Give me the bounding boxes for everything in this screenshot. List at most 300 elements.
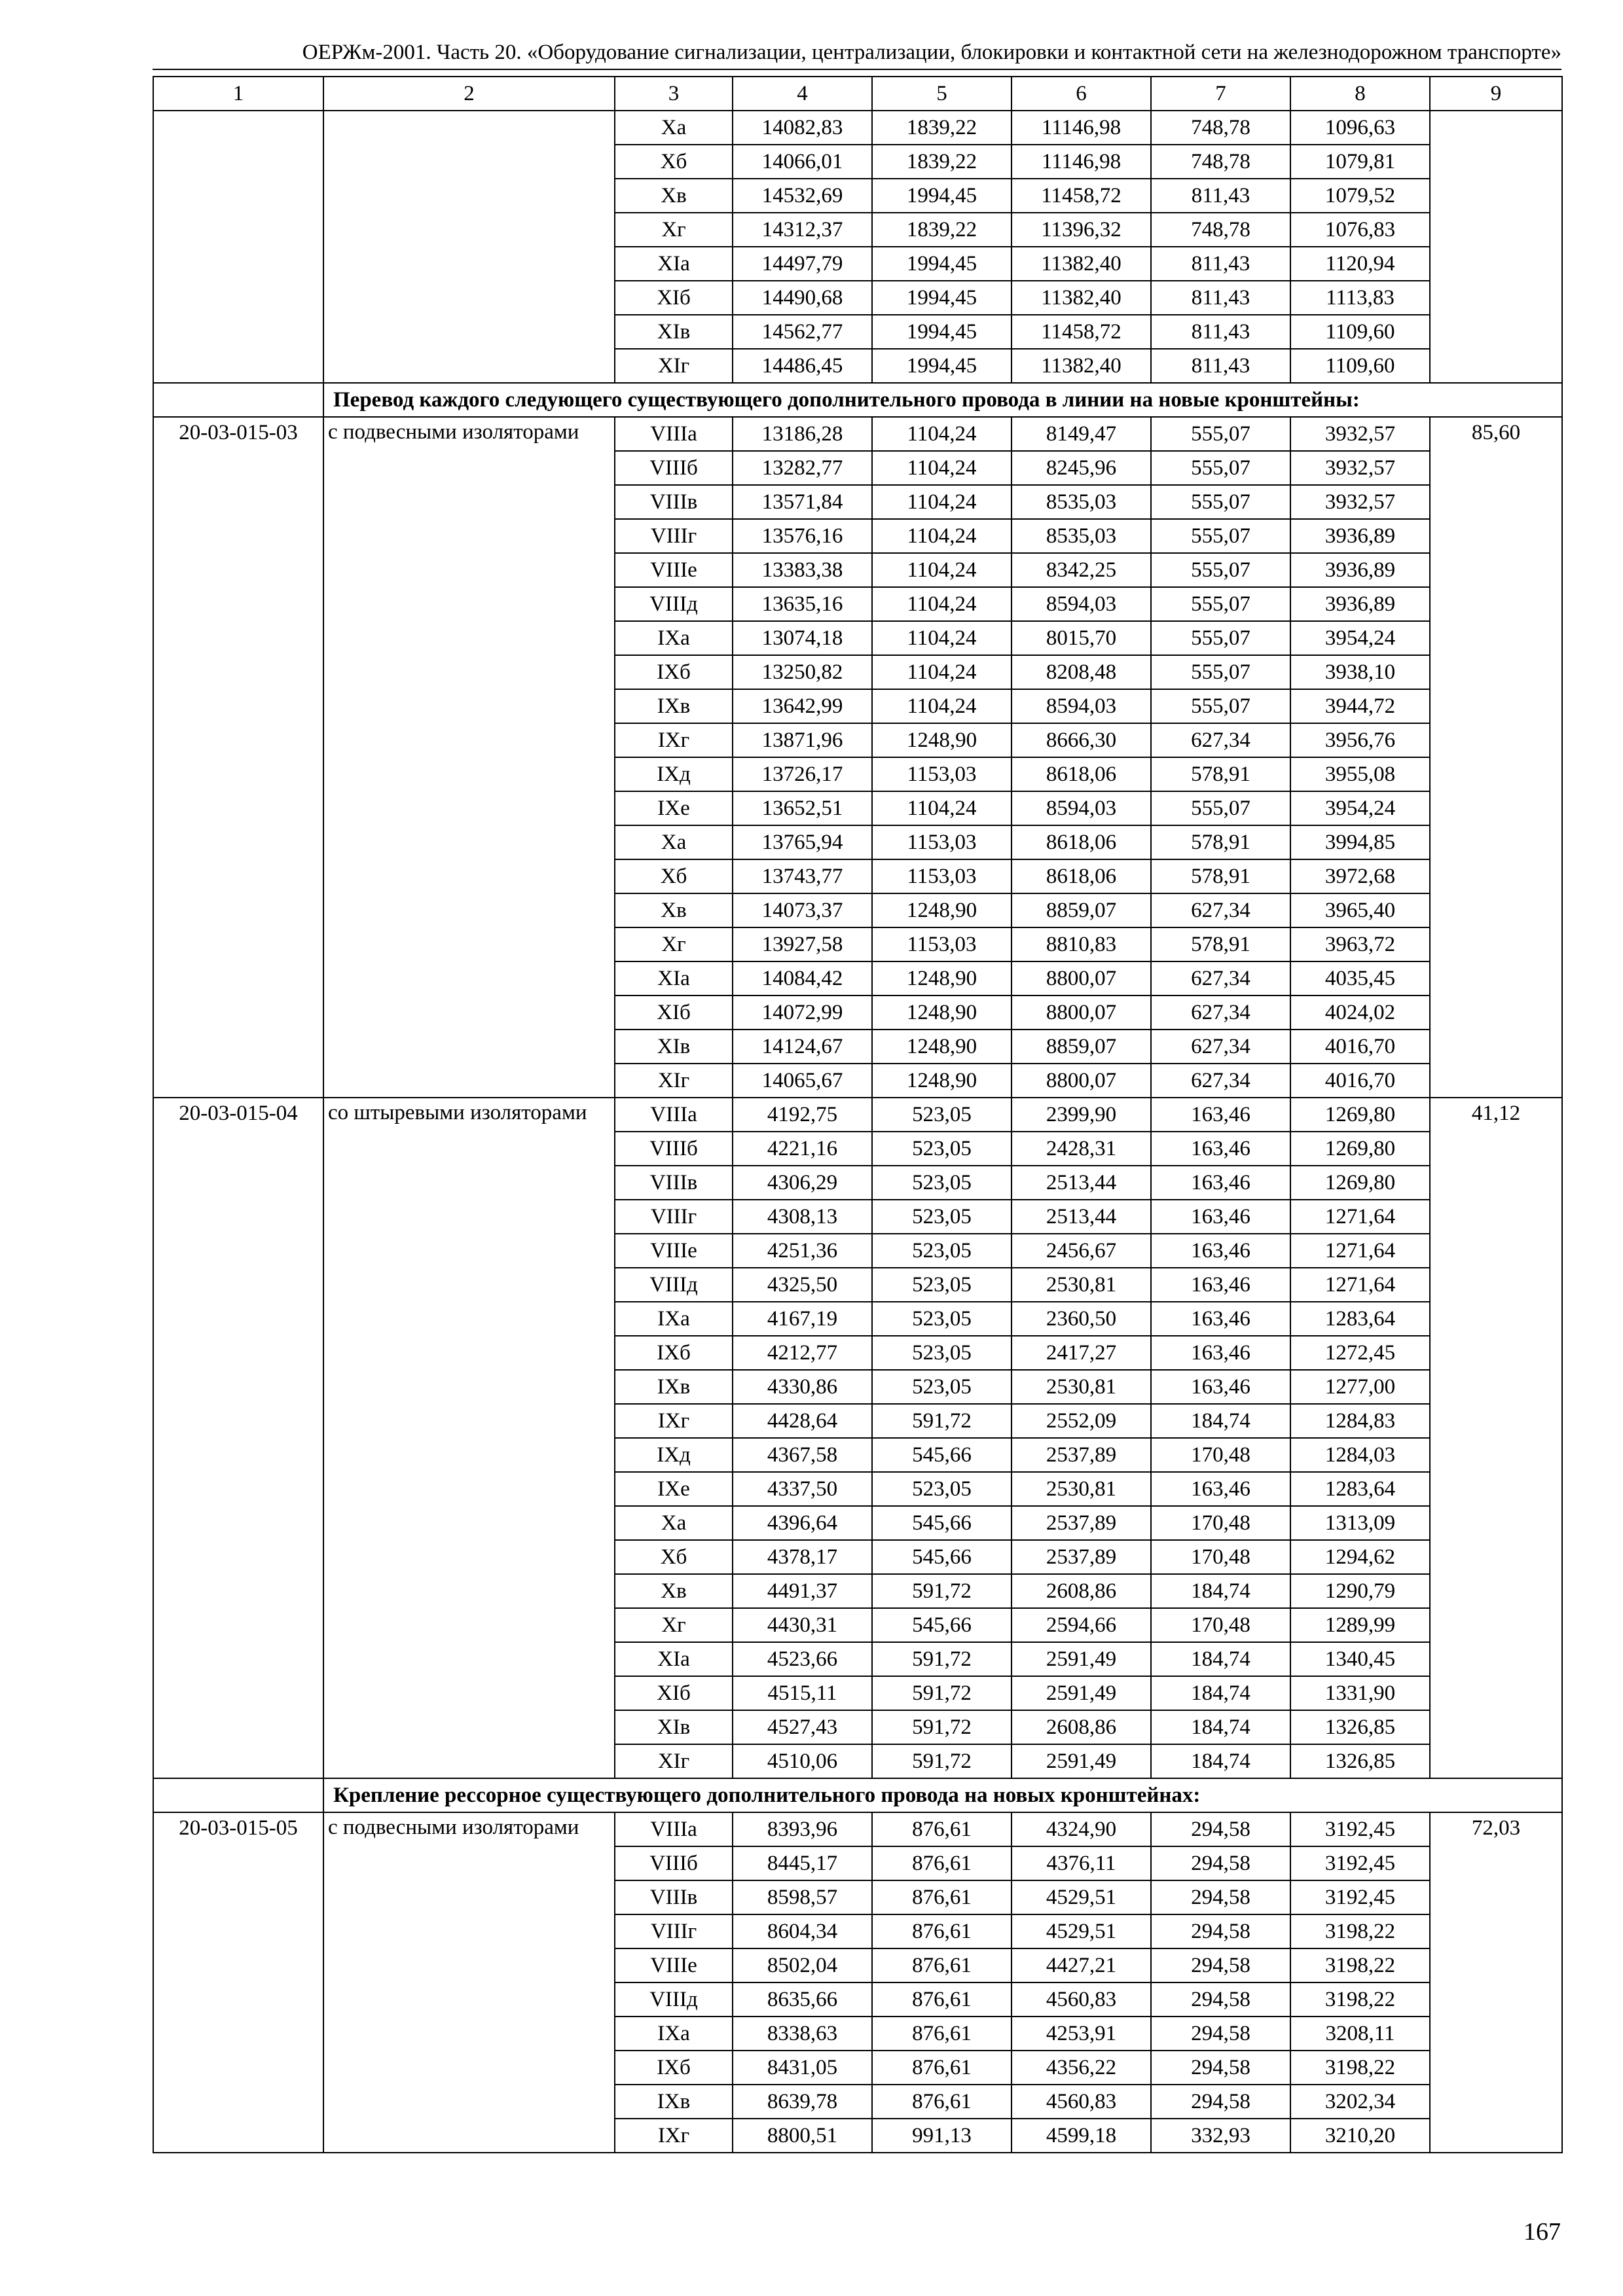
value-cell: 3955,08 <box>1290 757 1430 791</box>
value-cell: 1283,64 <box>1290 1472 1430 1506</box>
value-cell: 184,74 <box>1151 1710 1290 1744</box>
value-cell: 523,05 <box>872 1472 1012 1506</box>
value-cell: 14497,79 <box>733 247 872 281</box>
value-cell: 591,72 <box>872 1744 1012 1778</box>
value-cell: 4330,86 <box>733 1370 872 1404</box>
zone-cell: VIIIд <box>615 1268 733 1302</box>
value-cell: 591,72 <box>872 1676 1012 1710</box>
zone-cell: VIIIа <box>615 417 733 451</box>
value-cell: 4024,02 <box>1290 996 1430 1030</box>
value-cell: 3932,57 <box>1290 451 1430 485</box>
value-cell: 2417,27 <box>1012 1336 1151 1370</box>
value-cell: 13726,17 <box>733 757 872 791</box>
zone-cell: XIв <box>615 1710 733 1744</box>
value-cell: 876,61 <box>872 1880 1012 1914</box>
value-cell: 13743,77 <box>733 859 872 893</box>
value-cell: 2591,49 <box>1012 1744 1151 1778</box>
value-cell: 1104,24 <box>872 553 1012 587</box>
value-cell: 8245,96 <box>1012 451 1151 485</box>
table-row <box>153 1098 1562 1132</box>
value-cell: 3192,45 <box>1290 1846 1430 1880</box>
value-cell: 4560,83 <box>1012 1982 1151 2017</box>
value-cell: 1113,83 <box>1290 281 1430 315</box>
value-cell: 4251,36 <box>733 1234 872 1268</box>
zone-cell: Xв <box>615 893 733 927</box>
value-cell: 3954,24 <box>1290 621 1430 655</box>
value-cell: 8015,70 <box>1012 621 1151 655</box>
value-cell: 8859,07 <box>1012 893 1151 927</box>
value-cell: 3938,10 <box>1290 655 1430 689</box>
value-cell: 11382,40 <box>1012 247 1151 281</box>
value-cell: 3956,76 <box>1290 723 1430 757</box>
value-cell: 294,58 <box>1151 2051 1290 2085</box>
value-cell: 4212,77 <box>733 1336 872 1370</box>
zone-cell: XIг <box>615 1064 733 1098</box>
value-cell: 545,66 <box>872 1438 1012 1472</box>
value-cell: 4376,11 <box>1012 1846 1151 1880</box>
value-cell: 163,46 <box>1151 1200 1290 1234</box>
value-cell: 294,58 <box>1151 1914 1290 1948</box>
value-cell: 4430,31 <box>733 1608 872 1642</box>
zone-cell: VIIIа <box>615 1812 733 1846</box>
value-cell: 4324,90 <box>1012 1812 1151 1846</box>
value-cell: 2537,89 <box>1012 1506 1151 1540</box>
value-cell: 13282,77 <box>733 451 872 485</box>
zone-cell: VIIIд <box>615 587 733 621</box>
value-cell: 4325,50 <box>733 1268 872 1302</box>
value-cell: 811,43 <box>1151 247 1290 281</box>
value-cell: 14073,37 <box>733 893 872 927</box>
value-cell: 8604,34 <box>733 1914 872 1948</box>
value-cell: 1248,90 <box>872 1064 1012 1098</box>
item-code <box>153 111 323 383</box>
value-cell: 2537,89 <box>1012 1540 1151 1574</box>
value-cell: 876,61 <box>872 1846 1012 1880</box>
value-cell: 163,46 <box>1151 1268 1290 1302</box>
value-cell: 1839,22 <box>872 213 1012 247</box>
value-cell: 1096,63 <box>1290 111 1430 145</box>
value-cell: 1283,64 <box>1290 1302 1430 1336</box>
column-number: 5 <box>872 77 1012 111</box>
value-cell: 184,74 <box>1151 1404 1290 1438</box>
value-cell: 11458,72 <box>1012 315 1151 349</box>
value-cell: 14065,67 <box>733 1064 872 1098</box>
column-number-row <box>153 77 1562 111</box>
zone-cell: IXв <box>615 1370 733 1404</box>
value-cell: 2591,49 <box>1012 1642 1151 1676</box>
labor-norm-cell: 85,60 <box>1430 417 1562 1098</box>
value-cell: 3936,89 <box>1290 519 1430 553</box>
value-cell: 4396,64 <box>733 1506 872 1540</box>
value-cell: 4378,17 <box>733 1540 872 1574</box>
zone-cell: Xб <box>615 1540 733 1574</box>
value-cell: 1326,85 <box>1290 1744 1430 1778</box>
value-cell: 811,43 <box>1151 349 1290 383</box>
value-cell: 13635,16 <box>733 587 872 621</box>
value-cell: 876,61 <box>872 2085 1012 2119</box>
value-cell: 170,48 <box>1151 1540 1290 1574</box>
value-cell: 163,46 <box>1151 1098 1290 1132</box>
value-cell: 294,58 <box>1151 1846 1290 1880</box>
value-cell: 1109,60 <box>1290 315 1430 349</box>
value-cell: 1153,03 <box>872 927 1012 961</box>
value-cell: 294,58 <box>1151 1982 1290 2017</box>
value-cell: 8594,03 <box>1012 587 1151 621</box>
value-cell: 523,05 <box>872 1132 1012 1166</box>
value-cell: 1109,60 <box>1290 349 1430 383</box>
value-cell: 294,58 <box>1151 2017 1290 2051</box>
value-cell: 1248,90 <box>872 893 1012 927</box>
value-cell: 14532,69 <box>733 179 872 213</box>
value-cell: 3965,40 <box>1290 893 1430 927</box>
value-cell: 1313,09 <box>1290 1506 1430 1540</box>
value-cell: 8393,96 <box>733 1812 872 1846</box>
value-cell: 3936,89 <box>1290 553 1430 587</box>
value-cell: 1269,80 <box>1290 1166 1430 1200</box>
zone-cell: VIIIб <box>615 451 733 485</box>
value-cell: 1839,22 <box>872 145 1012 179</box>
value-cell: 2530,81 <box>1012 1472 1151 1506</box>
value-cell: 13652,51 <box>733 791 872 825</box>
zone-cell: IXе <box>615 791 733 825</box>
value-cell: 163,46 <box>1151 1132 1290 1166</box>
item-code: 20-03-015-05 <box>153 1812 323 2153</box>
value-cell: 4016,70 <box>1290 1064 1430 1098</box>
value-cell: 13576,16 <box>733 519 872 553</box>
value-cell: 4367,58 <box>733 1438 872 1472</box>
value-cell: 3208,11 <box>1290 2017 1430 2051</box>
zone-cell: IXд <box>615 1438 733 1472</box>
value-cell: 627,34 <box>1151 1064 1290 1098</box>
zone-cell: VIIIб <box>615 1132 733 1166</box>
value-cell: 627,34 <box>1151 723 1290 757</box>
item-name: с подвесными изоляторами <box>323 1812 615 2153</box>
value-cell: 555,07 <box>1151 519 1290 553</box>
value-cell: 523,05 <box>872 1234 1012 1268</box>
value-cell: 184,74 <box>1151 1676 1290 1710</box>
value-cell: 1104,24 <box>872 451 1012 485</box>
value-cell: 4529,51 <box>1012 1914 1151 1948</box>
value-cell: 2537,89 <box>1012 1438 1151 1472</box>
section-blank-cell <box>153 383 323 417</box>
value-cell: 8342,25 <box>1012 553 1151 587</box>
value-cell: 4523,66 <box>733 1642 872 1676</box>
value-cell: 876,61 <box>872 1982 1012 2017</box>
zone-cell: Xа <box>615 1506 733 1540</box>
value-cell: 8639,78 <box>733 2085 872 2119</box>
zone-cell: XIа <box>615 1642 733 1676</box>
value-cell: 555,07 <box>1151 417 1290 451</box>
value-cell: 184,74 <box>1151 1642 1290 1676</box>
zone-cell: VIIIв <box>615 1166 733 1200</box>
value-cell: 1104,24 <box>872 655 1012 689</box>
value-cell: 8800,07 <box>1012 996 1151 1030</box>
value-cell: 555,07 <box>1151 485 1290 519</box>
table-row <box>153 417 1562 451</box>
zone-cell: VIIIб <box>615 1846 733 1880</box>
value-cell: 1994,45 <box>872 349 1012 383</box>
zone-cell: XIб <box>615 996 733 1030</box>
value-cell: 170,48 <box>1151 1608 1290 1642</box>
value-cell: 8859,07 <box>1012 1030 1151 1064</box>
value-cell: 1153,03 <box>872 859 1012 893</box>
value-cell: 163,46 <box>1151 1336 1290 1370</box>
value-cell: 163,46 <box>1151 1370 1290 1404</box>
zone-cell: XIв <box>615 1030 733 1064</box>
zone-cell: XIв <box>615 315 733 349</box>
value-cell: 1248,90 <box>872 996 1012 1030</box>
value-cell: 2399,90 <box>1012 1098 1151 1132</box>
zone-cell: XIб <box>615 281 733 315</box>
column-number: 8 <box>1290 77 1430 111</box>
value-cell: 1153,03 <box>872 757 1012 791</box>
value-cell: 4510,06 <box>733 1744 872 1778</box>
value-cell: 1277,00 <box>1290 1370 1430 1404</box>
value-cell: 1271,64 <box>1290 1200 1430 1234</box>
value-cell: 811,43 <box>1151 315 1290 349</box>
zone-cell: VIIIа <box>615 1098 733 1132</box>
value-cell: 8535,03 <box>1012 485 1151 519</box>
value-cell: 3198,22 <box>1290 1948 1430 1982</box>
item-name <box>323 111 615 383</box>
value-cell: 4491,37 <box>733 1574 872 1608</box>
value-cell: 1331,90 <box>1290 1676 1430 1710</box>
table-body <box>153 111 1562 2153</box>
value-cell: 8618,06 <box>1012 825 1151 859</box>
value-cell: 545,66 <box>872 1506 1012 1540</box>
value-cell: 8208,48 <box>1012 655 1151 689</box>
value-cell: 8149,47 <box>1012 417 1151 451</box>
zone-cell: IXг <box>615 1404 733 1438</box>
value-cell: 876,61 <box>872 2051 1012 2085</box>
value-cell: 13250,82 <box>733 655 872 689</box>
column-number: 6 <box>1012 77 1151 111</box>
zone-cell: Xв <box>615 179 733 213</box>
zone-cell: IXб <box>615 655 733 689</box>
value-cell: 555,07 <box>1151 655 1290 689</box>
value-cell: 4599,18 <box>1012 2119 1151 2153</box>
value-cell: 294,58 <box>1151 1880 1290 1914</box>
value-cell: 545,66 <box>872 1608 1012 1642</box>
zone-cell: Xг <box>615 213 733 247</box>
value-cell: 2456,67 <box>1012 1234 1151 1268</box>
value-cell: 1340,45 <box>1290 1642 1430 1676</box>
value-cell: 13571,84 <box>733 485 872 519</box>
column-number: 9 <box>1430 77 1562 111</box>
column-number: 1 <box>153 77 323 111</box>
item-name: со штыревыми изоляторами <box>323 1098 615 1778</box>
value-cell: 3932,57 <box>1290 485 1430 519</box>
value-cell: 14312,37 <box>733 213 872 247</box>
value-cell: 1120,94 <box>1290 247 1430 281</box>
value-cell: 4192,75 <box>733 1098 872 1132</box>
section-heading-row <box>153 1778 1562 1812</box>
value-cell: 1994,45 <box>872 281 1012 315</box>
value-cell: 3198,22 <box>1290 1914 1430 1948</box>
value-cell: 8800,07 <box>1012 1064 1151 1098</box>
page-number: 167 <box>1523 2218 1561 2246</box>
value-cell: 1284,83 <box>1290 1404 1430 1438</box>
value-cell: 8338,63 <box>733 2017 872 2051</box>
value-cell: 1153,03 <box>872 825 1012 859</box>
value-cell: 4529,51 <box>1012 1880 1151 1914</box>
value-cell: 4356,22 <box>1012 2051 1151 2085</box>
value-cell: 876,61 <box>872 1914 1012 1948</box>
value-cell: 1994,45 <box>872 247 1012 281</box>
zone-cell: VIIIе <box>615 1234 733 1268</box>
zone-cell: Xб <box>615 859 733 893</box>
value-cell: 1994,45 <box>872 315 1012 349</box>
value-cell: 13642,99 <box>733 689 872 723</box>
value-cell: 14124,67 <box>733 1030 872 1064</box>
value-cell: 3954,24 <box>1290 791 1430 825</box>
value-cell: 748,78 <box>1151 111 1290 145</box>
value-cell: 1104,24 <box>872 519 1012 553</box>
value-cell: 8445,17 <box>733 1846 872 1880</box>
value-cell: 3198,22 <box>1290 2051 1430 2085</box>
zone-cell: VIIIе <box>615 1948 733 1982</box>
value-cell: 8618,06 <box>1012 757 1151 791</box>
zone-cell: VIIIд <box>615 1982 733 2017</box>
value-cell: 1079,81 <box>1290 145 1430 179</box>
labor-norm-cell: 72,03 <box>1430 1812 1562 2153</box>
value-cell: 163,46 <box>1151 1166 1290 1200</box>
value-cell: 876,61 <box>872 1948 1012 1982</box>
value-cell: 523,05 <box>872 1370 1012 1404</box>
value-cell: 4221,16 <box>733 1132 872 1166</box>
value-cell: 1104,24 <box>872 587 1012 621</box>
zone-cell: XIа <box>615 961 733 996</box>
value-cell: 1248,90 <box>872 961 1012 996</box>
value-cell: 14486,45 <box>733 349 872 383</box>
value-cell: 1104,24 <box>872 791 1012 825</box>
zone-cell: IXа <box>615 621 733 655</box>
value-cell: 1269,80 <box>1290 1098 1430 1132</box>
zone-cell: Xг <box>615 927 733 961</box>
value-cell: 2530,81 <box>1012 1268 1151 1302</box>
value-cell: 578,91 <box>1151 757 1290 791</box>
value-cell: 184,74 <box>1151 1744 1290 1778</box>
value-cell: 591,72 <box>872 1404 1012 1438</box>
value-cell: 1839,22 <box>872 111 1012 145</box>
value-cell: 13871,96 <box>733 723 872 757</box>
value-cell: 578,91 <box>1151 825 1290 859</box>
zone-cell: Xб <box>615 145 733 179</box>
value-cell: 8810,83 <box>1012 927 1151 961</box>
value-cell: 1994,45 <box>872 179 1012 213</box>
zone-cell: Xа <box>615 825 733 859</box>
value-cell: 8800,51 <box>733 2119 872 2153</box>
value-cell: 13074,18 <box>733 621 872 655</box>
value-cell: 8431,05 <box>733 2051 872 2085</box>
value-cell: 4016,70 <box>1290 1030 1430 1064</box>
value-cell: 1272,45 <box>1290 1336 1430 1370</box>
value-cell: 3198,22 <box>1290 1982 1430 2017</box>
value-cell: 2360,50 <box>1012 1302 1151 1336</box>
value-cell: 627,34 <box>1151 961 1290 996</box>
zone-cell: VIIIг <box>615 1914 733 1948</box>
value-cell: 1326,85 <box>1290 1710 1430 1744</box>
value-cell: 555,07 <box>1151 791 1290 825</box>
value-cell: 811,43 <box>1151 179 1290 213</box>
value-cell: 13765,94 <box>733 825 872 859</box>
item-code: 20-03-015-04 <box>153 1098 323 1778</box>
value-cell: 1271,64 <box>1290 1268 1430 1302</box>
value-cell: 1284,03 <box>1290 1438 1430 1472</box>
price-table <box>153 76 1563 2153</box>
value-cell: 1289,99 <box>1290 1608 1430 1642</box>
value-cell: 8666,30 <box>1012 723 1151 757</box>
value-cell: 11146,98 <box>1012 111 1151 145</box>
value-cell: 3972,68 <box>1290 859 1430 893</box>
value-cell: 2608,86 <box>1012 1710 1151 1744</box>
zone-cell: VIIIв <box>615 485 733 519</box>
value-cell: 294,58 <box>1151 1812 1290 1846</box>
zone-cell: IXг <box>615 723 733 757</box>
value-cell: 8594,03 <box>1012 689 1151 723</box>
zone-cell: IXд <box>615 757 733 791</box>
value-cell: 523,05 <box>872 1166 1012 1200</box>
value-cell: 13186,28 <box>733 417 872 451</box>
column-number: 4 <box>733 77 872 111</box>
value-cell: 14082,83 <box>733 111 872 145</box>
value-cell: 170,48 <box>1151 1506 1290 1540</box>
value-cell: 1079,52 <box>1290 179 1430 213</box>
value-cell: 14562,77 <box>733 315 872 349</box>
value-cell: 2552,09 <box>1012 1404 1151 1438</box>
value-cell: 991,13 <box>872 2119 1012 2153</box>
table-row <box>153 1812 1562 1846</box>
value-cell: 163,46 <box>1151 1234 1290 1268</box>
value-cell: 1248,90 <box>872 1030 1012 1064</box>
value-cell: 11396,32 <box>1012 213 1151 247</box>
value-cell: 591,72 <box>872 1574 1012 1608</box>
value-cell: 555,07 <box>1151 587 1290 621</box>
zone-cell: Xа <box>615 111 733 145</box>
value-cell: 1290,79 <box>1290 1574 1430 1608</box>
column-number: 3 <box>615 77 733 111</box>
value-cell: 3192,45 <box>1290 1880 1430 1914</box>
value-cell: 11146,98 <box>1012 145 1151 179</box>
value-cell: 2591,49 <box>1012 1676 1151 1710</box>
value-cell: 8635,66 <box>733 1982 872 2017</box>
item-code: 20-03-015-03 <box>153 417 323 1098</box>
value-cell: 8618,06 <box>1012 859 1151 893</box>
value-cell: 1104,24 <box>872 689 1012 723</box>
value-cell: 14066,01 <box>733 145 872 179</box>
value-cell: 2513,44 <box>1012 1200 1151 1234</box>
value-cell: 4515,11 <box>733 1676 872 1710</box>
value-cell: 2530,81 <box>1012 1370 1151 1404</box>
value-cell: 1269,80 <box>1290 1132 1430 1166</box>
value-cell: 184,74 <box>1151 1574 1290 1608</box>
column-number: 7 <box>1151 77 1290 111</box>
value-cell: 748,78 <box>1151 145 1290 179</box>
value-cell: 3932,57 <box>1290 417 1430 451</box>
zone-cell: VIIIе <box>615 553 733 587</box>
value-cell: 555,07 <box>1151 621 1290 655</box>
value-cell: 2513,44 <box>1012 1166 1151 1200</box>
table-row <box>153 111 1562 145</box>
section-heading: Крепление рессорное существующего дополнительного провода на новых кронштейнах: <box>323 1778 1562 1812</box>
value-cell: 4428,64 <box>733 1404 872 1438</box>
value-cell: 14084,42 <box>733 961 872 996</box>
value-cell: 627,34 <box>1151 996 1290 1030</box>
labor-norm-cell: 41,12 <box>1430 1098 1562 1778</box>
value-cell: 8594,03 <box>1012 791 1151 825</box>
value-cell: 1294,62 <box>1290 1540 1430 1574</box>
value-cell: 3202,34 <box>1290 2085 1430 2119</box>
